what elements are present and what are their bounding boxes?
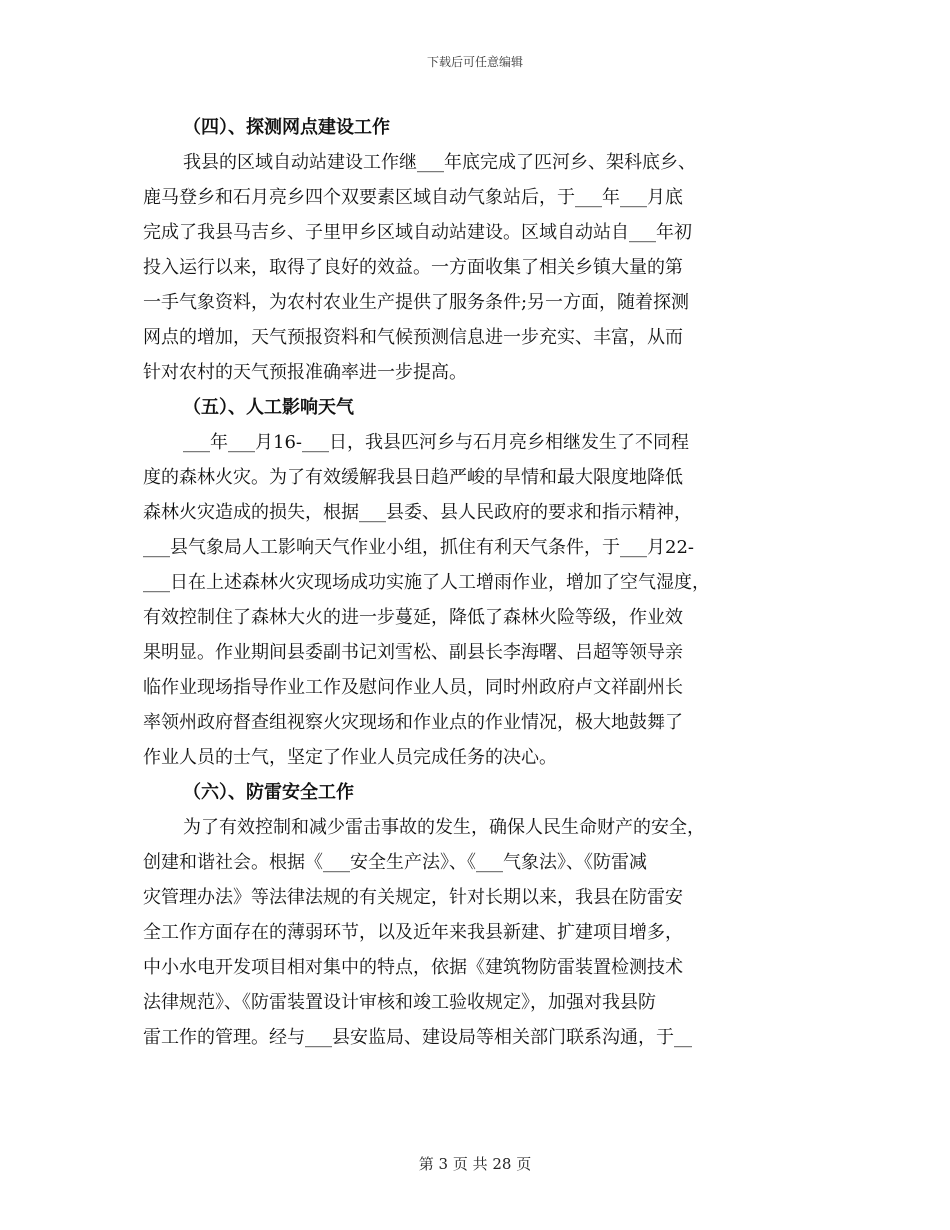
section-heading: （四）、探测网点建设工作 <box>183 117 390 138</box>
paragraph-line: 率领州政府督查组视察火灾现场和作业点的作业情况，极大地鼓舞了 <box>143 712 683 733</box>
section-paragraph <box>143 810 813 1055</box>
paragraph-line: 我县的区域自动站建设工作继___年底完成了匹河乡、架科底乡、 <box>183 152 696 173</box>
section-heading: （六）、防雷安全工作 <box>183 782 354 803</box>
paragraph-line: ___日在上述森林火灾现场成功实施了人工增雨作业，增加了空气湿度， <box>143 572 710 593</box>
paragraph-line: 临作业现场指导作业工作及慰问作业人员，同时州政府卢文祥副州长 <box>143 677 683 698</box>
paragraph-line: 创建和谐社会。根据《___安全生产法》、《___气象法》、《防雷减 <box>143 852 647 873</box>
paragraph-line: 森林火灾造成的损失，根据___县委、县人民政府的要求和指示精神， <box>143 502 692 523</box>
paragraph-line: ___年___月16-___日，我县匹河乡与石月亮乡相继发生了不同程 <box>183 432 689 453</box>
paragraph-line: 雷工作的管理。经与___县安监局、建设局等相关部门联系沟通，于__ <box>143 1027 692 1048</box>
paragraph-line: 鹿马登乡和石月亮乡四个双要素区域自动气象站后，于___年___月底 <box>143 187 683 208</box>
paragraph-line: 度的森林火灾。为了有效缓解我县日趋严峻的旱情和最大限度地降低 <box>143 467 683 488</box>
page-number: 第 3 页 共 28 页 <box>418 1155 532 1173</box>
document-body <box>143 110 813 1055</box>
section-heading: （五）、人工影响天气 <box>183 397 354 418</box>
paragraph-line: 中小水电开发项目相对集中的特点，依据《建筑物防雷装置检测技术 <box>143 957 683 978</box>
section-paragraph <box>143 425 813 775</box>
paragraph-line: 法律规范》、《防雷装置设计审核和竣工验收规定》，加强对我县防 <box>143 992 656 1013</box>
paragraph-line: 为了有效控制和减少雷击事故的发生，确保人民生命财产的安全， <box>183 817 705 838</box>
paragraph-line: 有效控制住了森林大火的进一步蔓延，降低了森林火险等级，作业效 <box>143 607 683 628</box>
paragraph-line: 针对农村的天气预报准确率进一步提高。 <box>143 362 467 383</box>
paragraph-line: 投入运行以来，取得了良好的效益。一方面收集了相关乡镇大量的第 <box>143 257 683 278</box>
paragraph-line: 灾管理办法》等法律法规的有关规定，针对长期以来，我县在防雷安 <box>143 887 683 908</box>
paragraph-line: 果明显。作业期间县委副书记刘雪松、副县长李海曙、吕超等领导亲 <box>143 642 683 663</box>
paragraph-line: 全工作方面存在的薄弱环节，以及近年来我县新建、扩建项目增多， <box>143 922 683 943</box>
page-header: 下载后可任意编辑 <box>426 55 523 69</box>
paragraph-line: 一手气象资料，为农村农业生产提供了服务条件;另一方面，随着探测 <box>143 292 690 313</box>
paragraph-line: 完成了我县马吉乡、子里甲乡区域自动站建设。区域自动站自___年初 <box>143 222 692 243</box>
paragraph-line: 网点的增加，天气预报资料和气候预测信息进一步充实、丰富，从而 <box>143 327 683 348</box>
paragraph-line: ___县气象局人工影响天气作业小组，抓住有利天气条件，于___月22- <box>143 537 694 558</box>
paragraph-line: 作业人员的士气，坚定了作业人员完成任务的决心。 <box>143 747 557 768</box>
section-paragraph <box>143 145 813 390</box>
